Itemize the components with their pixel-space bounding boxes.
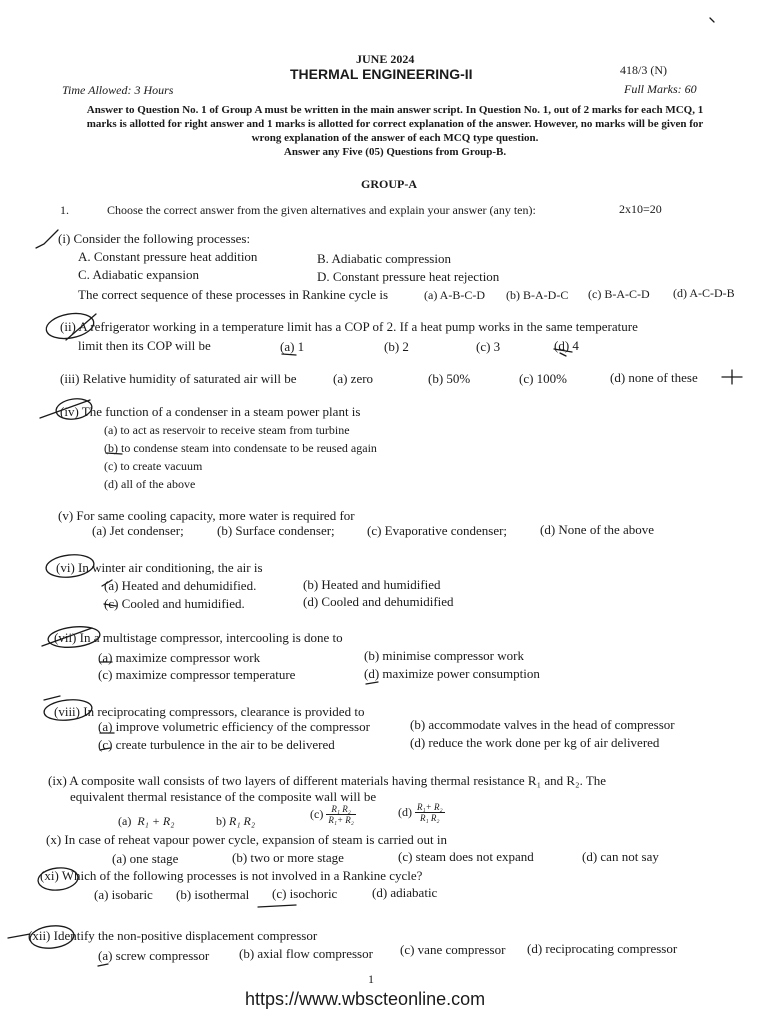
- q1-item-a: A. Constant pressure heat addition: [78, 249, 258, 264]
- q6-option-c: (c) Cooled and humidified.: [104, 596, 245, 611]
- q7-option-a: (a) maximize compressor work: [98, 650, 261, 665]
- q9-option-b-expr: R₁ R₂: [229, 814, 256, 828]
- q9-option-a-label: (a): [118, 814, 132, 828]
- q10-option-d: (d) can not say: [582, 849, 659, 864]
- q9-option-b: [216, 814, 255, 829]
- page-number: 1: [368, 972, 374, 986]
- q9-option-c-denominator: R₁+ R₂: [328, 815, 354, 825]
- q3-option-d: (d) none of these: [610, 370, 698, 385]
- plus-mark-q3: [722, 370, 742, 384]
- q8-option-d: (d) reduce the work done per kg of air delivered: [410, 735, 660, 750]
- q6-option-a: (a) Heated and dehumidified.: [104, 578, 257, 593]
- q2-stem-line1: (ii) A refrigerator working in a temperature limit has a COP of 2. If a heat pump works in the same temperature: [60, 319, 638, 334]
- q4-option-a: (a) to act as reservoir to receive steam from turbine: [104, 423, 350, 437]
- question-instruction: Choose the correct answer from the given alternatives and explain your answer (any ten):: [107, 203, 536, 217]
- dash-mark-q8: [44, 696, 60, 700]
- q3-stem: (iii) Relative humidity of saturated air will be: [60, 371, 297, 386]
- q1-sequence-text: The correct sequence of these processes in Rankine cycle is: [78, 287, 389, 302]
- question-marks: 2x10=20: [619, 202, 662, 216]
- q11-option-b: (b) isothermal: [176, 887, 250, 902]
- q9-option-c: [310, 804, 356, 825]
- full-marks: Full Marks: 60: [624, 82, 697, 96]
- q7-stem: (vii) In a multistage compressor, intercooling is done to: [54, 630, 343, 645]
- q5-option-d: (d) None of the above: [540, 522, 655, 537]
- paper-code: 418/3 (N): [620, 63, 667, 77]
- q6-stem: (vi) In winter air conditioning, the air is: [56, 560, 263, 575]
- q5-option-a: (a) Jet condenser;: [92, 523, 184, 538]
- q1-item-c: C. Adiabatic expansion: [78, 267, 199, 282]
- q11-option-c: (c) isochoric: [272, 886, 338, 901]
- q8-option-b: (b) accommodate valves in the head of compressor: [410, 717, 675, 732]
- q4-option-d: (d) all of the above: [104, 477, 196, 491]
- dash-mark-q12: [8, 934, 30, 938]
- q2-option-d: (d) 4: [554, 338, 579, 353]
- q10-stem: (x) In case of reheat vapour power cycle, expansion of steam is carried out in: [46, 832, 448, 847]
- time-allowed: Time Allowed: 3 Hours: [62, 83, 174, 97]
- q11-option-d: (d) adiabatic: [372, 885, 438, 900]
- q3-option-a: (a) zero: [333, 371, 374, 386]
- underline-q7-d: [366, 682, 378, 684]
- q5-stem: (v) For same cooling capacity, more water is required for: [58, 508, 355, 523]
- footer-url-link[interactable]: https://www.wbscteonline.com: [245, 989, 486, 1009]
- q1-option-c: (c) B-A-C-D: [588, 287, 650, 301]
- q11-option-a: (a) isobaric: [94, 887, 153, 902]
- corner-mark: [710, 18, 714, 22]
- q9-option-d-denominator: R₁ R₂: [420, 813, 440, 823]
- q5-option-c: (c) Evaporative condenser;: [367, 523, 508, 538]
- q6-option-d: (d) Cooled and dehumidified: [303, 594, 454, 609]
- q12-option-d: (d) reciprocating compressor: [527, 941, 678, 956]
- q9-stem-line2: equivalent thermal resistance of the composite wall will be: [70, 789, 377, 804]
- exam-date: JUNE 2024: [356, 52, 415, 66]
- q2-option-b: (b) 2: [384, 339, 409, 354]
- q12-option-a: (a) screw compressor: [98, 948, 210, 963]
- group-a-heading: GROUP-A: [361, 177, 417, 191]
- q1-item-b: B. Adiabatic compression: [317, 251, 451, 266]
- q2-option-c: (c) 3: [476, 339, 501, 354]
- q8-option-c: (c) create turbulence in the air to be delivered: [98, 737, 335, 752]
- q1-option-d: (d) A-C-D-B: [673, 286, 735, 300]
- q12-option-b: (b) axial flow compressor: [239, 946, 373, 961]
- underline-q11-c: [258, 905, 296, 907]
- q1-item-d: D. Constant pressure heat rejection: [317, 269, 500, 284]
- q12-stem: (xii) Identify the non-positive displacement compressor: [28, 928, 318, 943]
- q7-option-d: (d) maximize power consumption: [364, 666, 540, 681]
- q4-option-b: (b) to condense steam into condensate to be reused again: [104, 441, 377, 455]
- q2-option-a: (a) 1: [280, 339, 305, 354]
- q10-option-a: (a) one stage: [112, 851, 179, 866]
- tick-mark-q1: [36, 230, 58, 248]
- q9-option-d-fraction: [415, 802, 445, 823]
- q9-option-a-expr: R₁ + R₂: [137, 814, 175, 828]
- q3-option-b: (b) 50%: [428, 371, 471, 386]
- question-number: 1.: [60, 203, 69, 217]
- q7-option-b: (b) minimise compressor work: [364, 648, 524, 663]
- underline-q12-a: [98, 964, 108, 966]
- instructions-text: Answer to Question No. 1 of Group A must be written in the main answer script. In Question No. 1, out of 2 marks for each MCQ, 1 marks is allotted for right answer and 1 marks is allotted for correct explanation of the answer. However, no marks will be given for wrong explanation of the answer of each MCQ type question.: [86, 104, 704, 144]
- q9-option-d-label: (d): [398, 805, 412, 819]
- q7-option-c: (c) maximize compressor temperature: [98, 667, 296, 682]
- q9-option-c-fraction: [326, 804, 356, 825]
- q1-stem: (i) Consider the following processes:: [58, 231, 251, 246]
- exam-title: THERMAL ENGINEERING-II: [290, 66, 473, 82]
- q4-stem: (iv) The function of a condenser in a steam power plant is: [60, 404, 361, 419]
- q4-option-c: (c) to create vacuum: [104, 459, 203, 473]
- q10-option-c: (c) steam does not expand: [398, 849, 534, 864]
- q9-option-d: [398, 802, 445, 823]
- q12-option-c: (c) vane compressor: [400, 942, 506, 957]
- q5-option-b: (b) Surface condenser;: [217, 523, 335, 538]
- q10-option-b: (b) two or more stage: [232, 850, 344, 865]
- q9-option-b-label: b): [216, 814, 226, 828]
- q9-option-c-numerator: R₁ R₂: [326, 804, 356, 815]
- q8-option-a: (a) improve volumetric efficiency of the compressor: [98, 719, 370, 734]
- instructions-group-b: Answer any Five (05) Questions from Group-B.: [283, 146, 507, 158]
- q3-option-c: (c) 100%: [519, 371, 568, 386]
- q6-option-b: (b) Heated and humidified: [303, 577, 441, 592]
- q11-stem: (xi) Which of the following processes is not involved in a Rankine cycle?: [40, 868, 423, 883]
- q1-option-b: (b) B-A-D-C: [506, 288, 569, 302]
- q9-stem-line1: (ix) A composite wall consists of two layers of different materials having thermal resistance R₁ and R₂. The: [48, 773, 607, 788]
- q8-stem: (viii) In reciprocating compressors, clearance is provided to: [54, 704, 365, 719]
- instructions: [80, 103, 710, 159]
- q9-option-d-numerator: R₁+ R₂: [417, 802, 443, 812]
- q1-option-a: (a) A-B-C-D: [424, 288, 485, 302]
- q2-stem-line2: limit then its COP will be: [78, 338, 211, 353]
- q9-option-c-label: (c): [310, 807, 324, 821]
- q9-option-a: [118, 814, 174, 829]
